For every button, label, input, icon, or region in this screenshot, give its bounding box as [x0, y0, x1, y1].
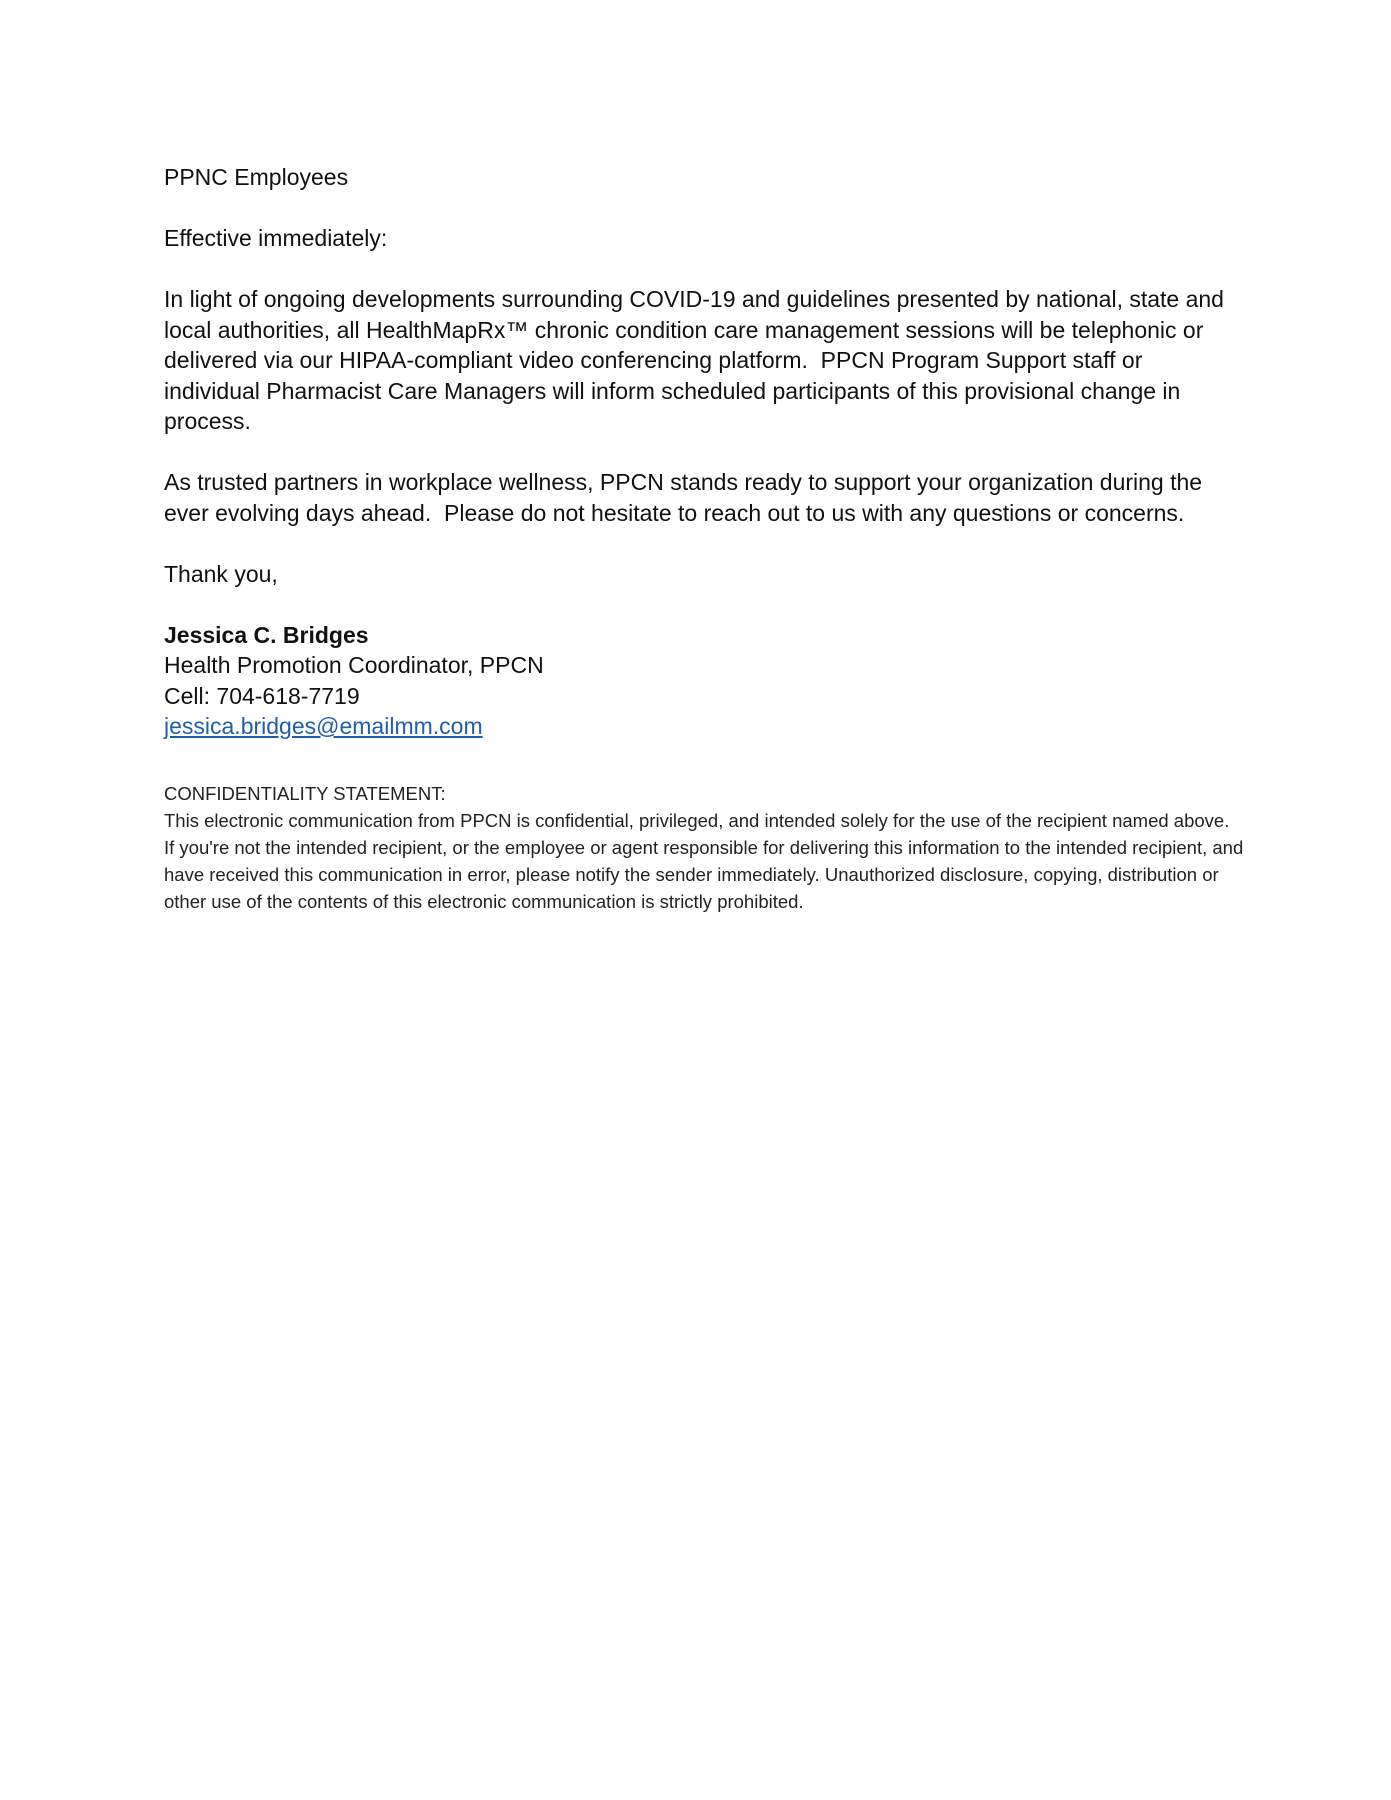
- signature-name: Jessica C. Bridges: [164, 621, 369, 648]
- body-paragraph-2: As trusted partners in workplace wellness, PPCN stands ready to support your organization during the ever evolving days ahead. Please do not hesitate to reach out to us with any questions or concerns.: [164, 469, 1209, 526]
- confidentiality-heading: CONFIDENTIALITY STATEMENT:: [164, 782, 446, 804]
- signature-email-link[interactable]: jessica.bridges@emailmm.com: [164, 713, 483, 739]
- closing-line: Thank you,: [164, 560, 278, 587]
- body-paragraph-1: In light of ongoing developments surrounding COVID-19 and guidelines presented by national, state and local authorities, all HealthMapRx™ chronic condition care management sessions will be telephonic or delivered via our HIPAA-compliant video conferencing platform. PPCN Program Support staff or individual Pharmacist Care Managers will inform scheduled participants of this provisional change in process.: [164, 286, 1231, 434]
- signature-title: Health Promotion Coordinator, PPCN: [164, 652, 544, 678]
- signature-phone: Cell: 704-618-7719: [164, 682, 360, 709]
- confidentiality-statement: [164, 780, 1244, 915]
- confidentiality-body: This electronic communication from PPCN is confidential, privileged, and intended solely for the use of the recipient named above. If you're not the intended recipient, or the employee or agent responsible for delivering this information to the intended recipient, and have received this communication in error, please notify the sender immediately. Unauthorized disclosure, copying, distribution or other use of the contents of this electronic communication is strictly prohibited.: [164, 809, 1244, 912]
- salutation: PPNC Employees: [164, 164, 349, 190]
- opening-line: Effective immediately:: [164, 225, 388, 251]
- signature-block: [164, 620, 1244, 742]
- letter-content: [164, 162, 1244, 915]
